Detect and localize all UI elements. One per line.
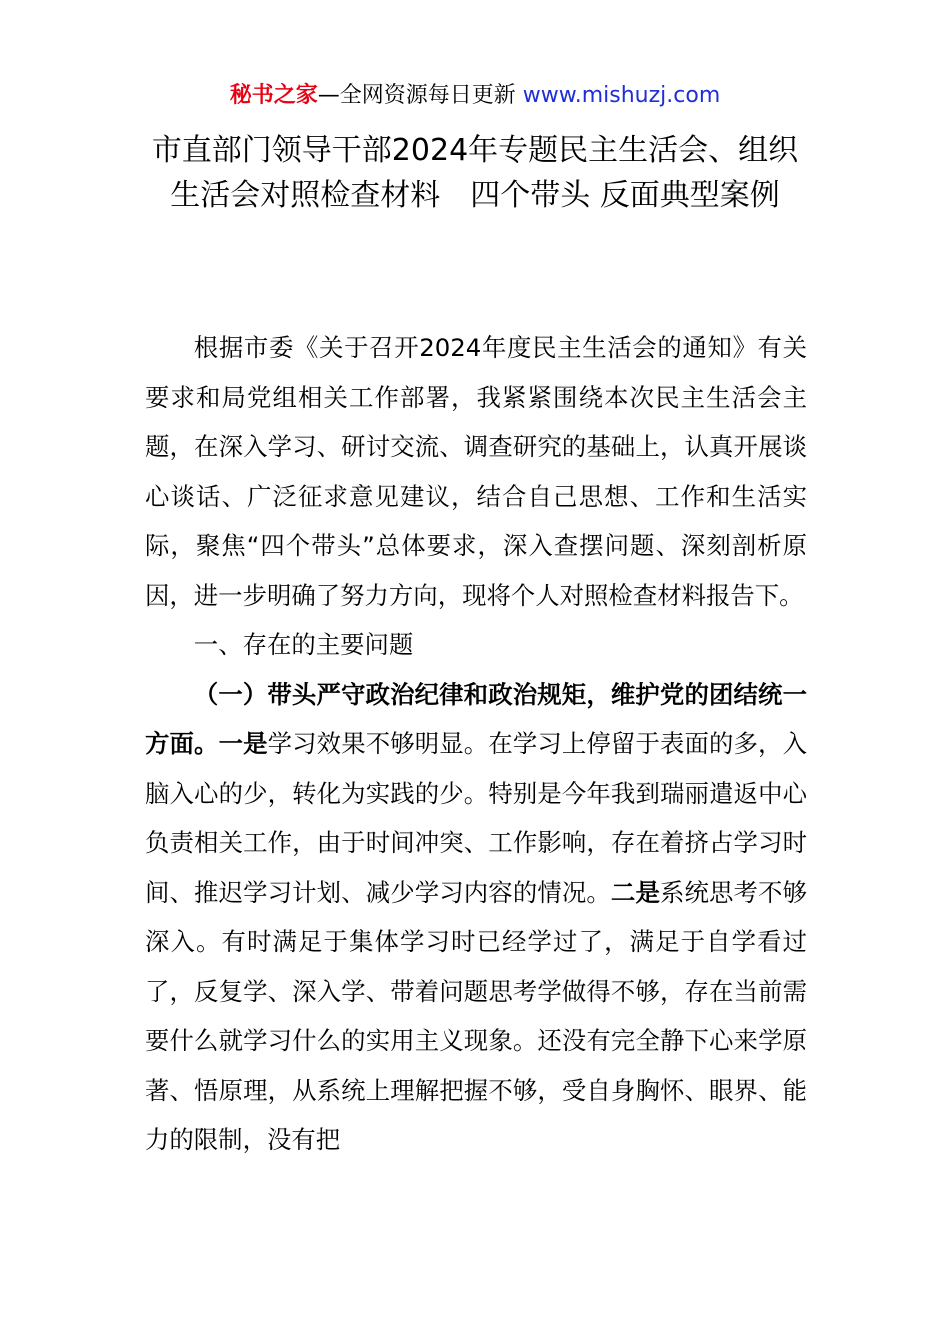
site-brand: 秘书之家 xyxy=(229,83,318,108)
section-heading: 一、存在的主要问题 xyxy=(193,630,414,659)
site-header xyxy=(0,80,950,112)
item-heading: （一）带头严守政治纪律和政治规矩，维护党的团结统一方面。 xyxy=(145,679,807,758)
point-text: 系统思考不够深入。有时满足于集体学习时已经学过了，满足于自学看过了，反复学、深入学、带着问题思考学做得不够，存在当前需要什么就学习什么的实用主义现象。还没有完全静下心来学原著、悟原理，从系统上理解把握不够，受自身胸怀、眼界、能力的限制，没有把 xyxy=(145,877,807,1154)
site-url-link[interactable]: www.mishuzj.com xyxy=(522,83,721,108)
intro-paragraph: 根据市委《关于召开2024年度民主生活会的通知》有关要求和局党组相关工作部署，我紧紧围绕本次民主生活会主题，在深入学习、研讨交流、调查研究的基础上，认真开展谈心谈话、广泛征求意见建议，结合自己思想、工作和生活实际，聚焦“四个带头”总体要求，深入查摆问题、深刻剖析原因，进一步明确了努力方向，现将个人对照检查材料报告下。 xyxy=(145,333,807,610)
site-tagline: —全网资源每日更新 xyxy=(317,83,523,108)
point-label: 二是 xyxy=(610,877,660,907)
item-paragraph xyxy=(145,670,807,1165)
document-title: 市直部门领导干部2024年专题民主生活会、组织生活会对照检查材料 四个带头 反面典型案例 xyxy=(151,133,799,213)
document-body xyxy=(145,323,807,1165)
point-label: 一是 xyxy=(218,729,268,758)
point-text: 学习效果不够明显。在学习上停留于表面的多，入脑入心的少，转化为实践的少。特别是今年我到瑞丽遣返中心负责相关工作，由于时间冲突、工作影响，存在着挤占学习时间、推迟学习计划、减少学习内容的情况。 xyxy=(145,729,807,907)
